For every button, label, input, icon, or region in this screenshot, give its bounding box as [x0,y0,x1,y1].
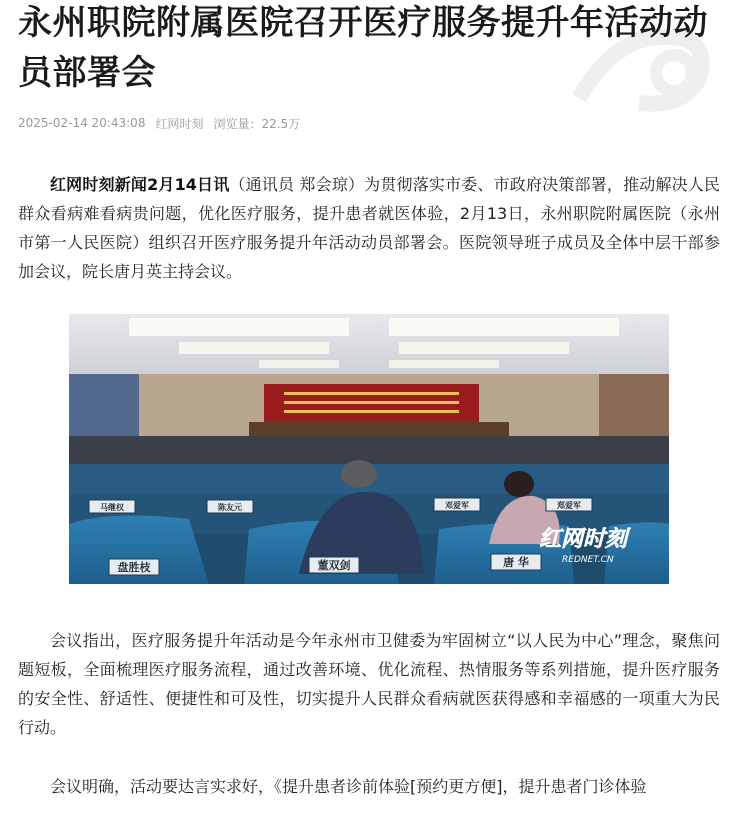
photo-watermark-domain: REDNET.CN [562,555,614,565]
name-card-7: 郑爱军 [557,501,581,510]
publish-datetime: 2025-02-14 20:43:08 [18,116,146,130]
paragraph-1 [18,170,720,286]
article [18,0,720,801]
name-card-1: 盘胜枝 [117,561,151,574]
dateline: 红网时刻新闻2月14日讯 [50,175,230,194]
photo-watermark-brand: 红网时刻 [539,527,628,552]
name-card-5: 陈友元 [218,503,242,512]
view-count: 浏览量：22.5万 [213,116,301,131]
paragraph-3: 会议明确，活动要达言实求好，《提升患者诊前体验[预约更方便]，提升患者门诊体验 [50,777,647,796]
article-meta [18,114,720,132]
source-link[interactable]: 红网时刻 [155,116,204,131]
paragraph-1-body: （通讯员 郑会琼）为贯彻落实市委、市政府决策部署，推动解决人民群众看病难看病贵问题，优化医疗服务，提升患者就医体验，2月13日，永州职院附属医院（永州市第一人民医院）组织召开医疗服务提升年活动动员部署会。医院领导班子成员及全体中层干部参加会议，院长唐月英主持会议。 [18,175,720,281]
meeting-photo[interactable] [69,314,669,584]
name-card-4: 马继权 [100,503,124,512]
name-card-2: 董双剑 [317,559,351,572]
name-card-6: 邓爱军 [445,501,469,510]
article-title: 永州职院附属医院召开医疗服务提升年活动动员部署会 [18,3,708,93]
name-card-3: 唐 华 [503,556,529,569]
paragraph-2: 会议指出，医疗服务提升年活动是今年永州市卫健委为牢固树立“以人民为中心”理念，聚焦问题短板，全面梳理医疗服务流程，通过改善环境、优化流程、热情服务等系列措施，提升医疗服务的安全性、舒适性、便捷性和可及性，切实提升人民群众看病就医获得感和幸福感的一项重大为民行动。 [18,631,720,737]
